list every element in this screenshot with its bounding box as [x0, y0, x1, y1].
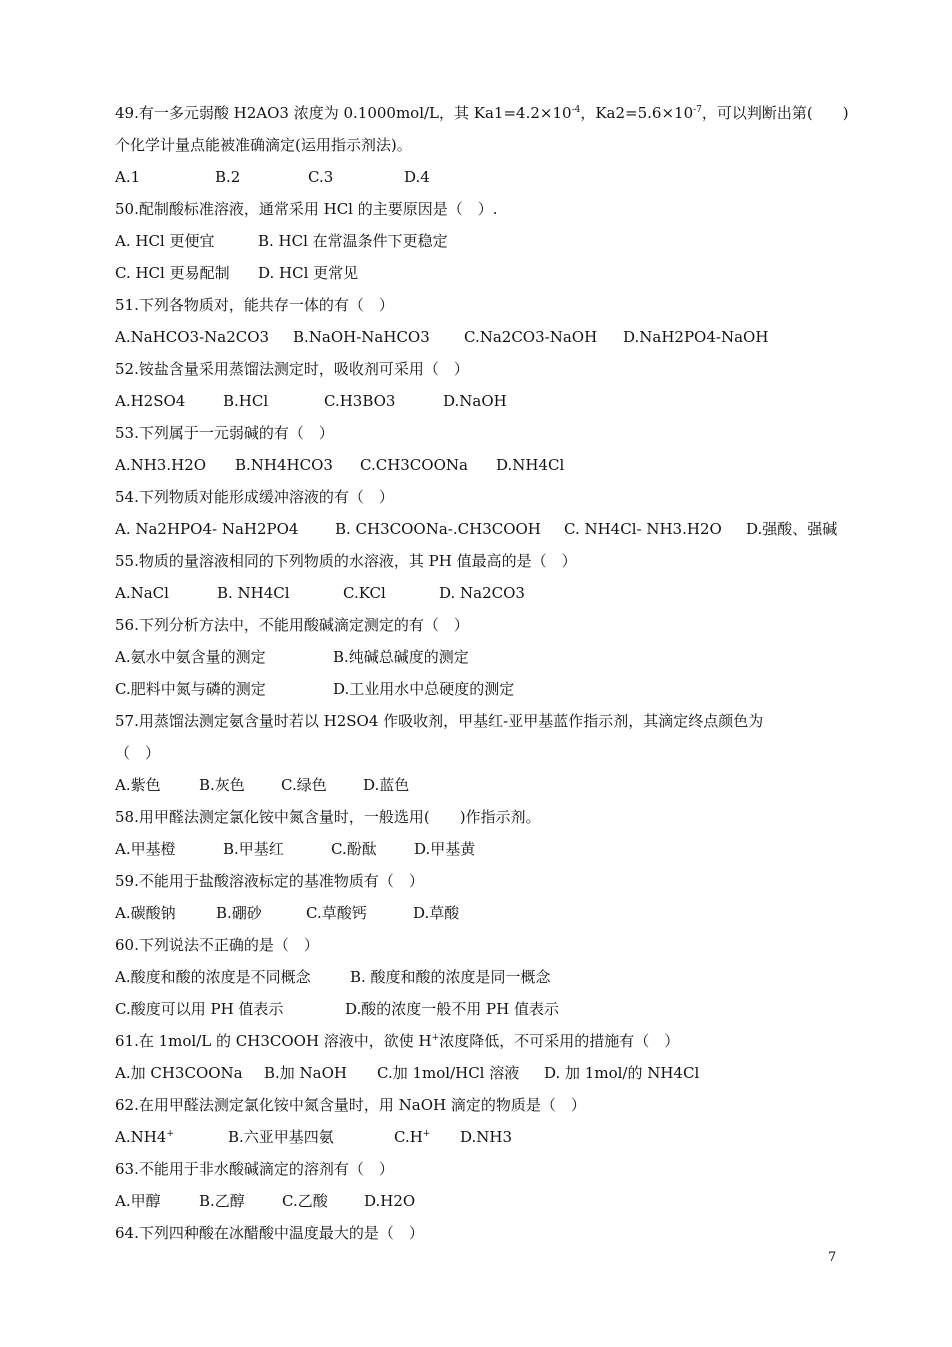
option-d: D.NaH2PO4-NaOH — [623, 328, 769, 346]
option-b: B.纯碱总碱度的测定 — [333, 648, 469, 666]
option-b: B.2 — [215, 168, 241, 186]
question-49-stem-continued: 个化学计量点能被准确滴定(运用指示剂法)。 — [115, 136, 412, 154]
option-b: B.灰色 — [199, 776, 245, 794]
question-50-options-row1 — [115, 225, 845, 257]
option-d: D.NH3 — [460, 1128, 513, 1146]
question-53-options — [115, 449, 845, 481]
option-a: A.1 — [115, 168, 141, 186]
option-d: D.甲基黄 — [414, 840, 476, 858]
question-list — [115, 97, 849, 1249]
option-d: D.H2O — [364, 1192, 416, 1210]
option-c: C.加 1mol/HCl 溶液 — [377, 1064, 520, 1082]
option-c: C. HCl 更易配制 — [115, 264, 230, 282]
question-57-stem: 57.用蒸馏法测定氨含量时若以 H2SO4 作吸收剂，甲基红-亚甲基蓝作指示剂，其滴定终点颜色为 — [115, 712, 764, 730]
question-50-options-row2 — [115, 257, 845, 289]
question-56-options-row2 — [115, 673, 845, 705]
option-a: A.H2SO4 — [115, 392, 186, 410]
question-54-options — [115, 513, 845, 545]
option-c: C.草酸钙 — [306, 904, 367, 922]
option-c: C.3 — [308, 168, 334, 186]
question-61-options — [115, 1057, 845, 1089]
option-b: B.乙醇 — [199, 1192, 245, 1210]
question-50-stem: 50.配制酸标准溶液，通常采用 HCl 的主要原因是（ ）. — [115, 200, 498, 218]
option-b: B. HCl 在常温条件下更稳定 — [258, 232, 448, 250]
question-63-options — [115, 1185, 845, 1217]
option-c: C.CH3COONa — [360, 456, 468, 474]
question-49-options — [115, 161, 845, 193]
question-60-stem: 60.下列说法不正确的是（ ） — [115, 936, 319, 954]
option-c: C. NH4Cl- NH3.H2O — [564, 520, 722, 538]
option-c: C.绿色 — [281, 776, 327, 794]
option-a: A.NaHCO3-Na2CO3 — [115, 328, 270, 346]
option-a: A.氨水中氨含量的测定 — [115, 648, 266, 666]
question-51-options — [115, 321, 845, 353]
option-b: B.NH4HCO3 — [235, 456, 333, 474]
option-d: D. HCl 更常见 — [258, 264, 359, 282]
option-a: A.NaCl — [115, 584, 169, 602]
question-51-stem: 51.下列各物质对，能共存一体的有（ ） — [115, 296, 394, 314]
option-a: A.紫色 — [115, 776, 161, 794]
option-c: C.KCl — [343, 584, 386, 602]
question-64-stem: 64.下列四种酸在冰醋酸中温度最大的是（ ） — [115, 1224, 424, 1242]
option-b: B.硼砂 — [216, 904, 262, 922]
option-a: A.NH4+ — [115, 1128, 174, 1146]
option-d: D.工业用水中总硬度的测定 — [333, 680, 515, 698]
question-58-stem: 58.用甲醛法测定氯化铵中氮含量时，一般选用( )作指示剂。 — [115, 808, 541, 826]
option-d: D.蓝色 — [363, 776, 410, 794]
option-a: A. Na2HPO4- NaH2PO4 — [115, 520, 299, 538]
option-d: D.酸的浓度一般不用 PH 值表示 — [345, 1000, 559, 1018]
option-b: B. NH4Cl — [217, 584, 290, 602]
option-d: D.4 — [404, 168, 430, 186]
option-d: D.NH4Cl — [496, 456, 565, 474]
option-d: D.草酸 — [413, 904, 460, 922]
question-55-stem: 55.物质的量溶液相同的下列物质的水溶液，其 PH 值最高的是（ ） — [115, 552, 577, 570]
question-59-stem: 59.不能用于盐酸溶液标定的基准物质有（ ） — [115, 872, 424, 890]
option-d: D.强酸、强碱 — [746, 520, 838, 538]
question-60-options-row2 — [115, 993, 845, 1025]
question-59-options — [115, 897, 845, 929]
question-55-options — [115, 577, 845, 609]
option-b: B.NaOH-NaHCO3 — [293, 328, 430, 346]
question-63-stem: 63.不能用于非水酸碱滴定的溶剂有（ ） — [115, 1160, 394, 1178]
option-b: B.甲基红 — [223, 840, 284, 858]
question-58-options — [115, 833, 845, 865]
question-62-stem: 62.在用甲醛法测定氯化铵中氮含量时，用 NaOH 滴定的物质是（ ） — [115, 1096, 586, 1114]
option-c: C.H+ — [394, 1128, 431, 1146]
option-a: A.甲醇 — [115, 1192, 161, 1210]
option-a: A.甲基橙 — [115, 840, 176, 858]
option-a: A.酸度和酸的浓度是不同概念 — [115, 968, 311, 986]
question-49-stem: 49.有一多元弱酸 H2AO3 浓度为 0.1000mol/L，其 $Ka1=4.2\times 10^{-4}$，$Ka2=5.6\times 10^{-7}$，可以判断出第( ) — [115, 104, 849, 122]
question-61-stem: 61.在 1mol/L 的 CH3COOH 溶液中，欲使 H+浓度降低，不可采用的措施有（ ） — [115, 1032, 680, 1050]
question-57-options — [115, 769, 845, 801]
question-53-stem: 53.下列属于一元弱碱的有（ ） — [115, 424, 334, 442]
question-56-options-row1 — [115, 641, 845, 673]
question-56-stem: 56.下列分析方法中，不能用酸碱滴定测定的有（ ） — [115, 616, 469, 634]
question-52-stem: 52.铵盐含量采用蒸馏法测定时，吸收剂可采用（ ） — [115, 360, 469, 378]
option-d: D. Na2CO3 — [439, 584, 525, 602]
option-c: C.肥料中氮与磷的测定 — [115, 680, 266, 698]
question-60-options-row1 — [115, 961, 845, 993]
question-62-options — [115, 1121, 845, 1153]
option-b: B. CH3COONa-.CH3COOH — [335, 520, 541, 538]
option-b: B.加 NaOH — [264, 1064, 348, 1082]
option-a: A. HCl 更便宜 — [115, 232, 215, 250]
page-number: 7 — [828, 1250, 837, 1265]
option-c: C.酚酞 — [331, 840, 377, 858]
option-a: A.碳酸钠 — [115, 904, 176, 922]
question-54-stem: 54.下列物质对能形成缓冲溶液的有（ ） — [115, 488, 394, 506]
option-d: D. 加 1mol/的 NH4Cl — [544, 1064, 700, 1082]
option-b: B.HCl — [223, 392, 269, 410]
option-a: A.加 CH3COONa — [115, 1064, 243, 1082]
option-c: C.乙酸 — [282, 1192, 328, 1210]
question-57-stem-continued: （ ） — [115, 744, 161, 762]
question-52-options — [115, 385, 845, 417]
option-b: B. 酸度和酸的浓度是同一概念 — [350, 968, 551, 986]
option-a: A.NH3.H2O — [115, 456, 207, 474]
option-b: B.六亚甲基四氨 — [228, 1128, 334, 1146]
option-c: C.Na2CO3-NaOH — [464, 328, 598, 346]
option-d: D.NaOH — [443, 392, 507, 410]
option-c: C.H3BO3 — [324, 392, 396, 410]
option-c: C.酸度可以用 PH 值表示 — [115, 1000, 284, 1018]
